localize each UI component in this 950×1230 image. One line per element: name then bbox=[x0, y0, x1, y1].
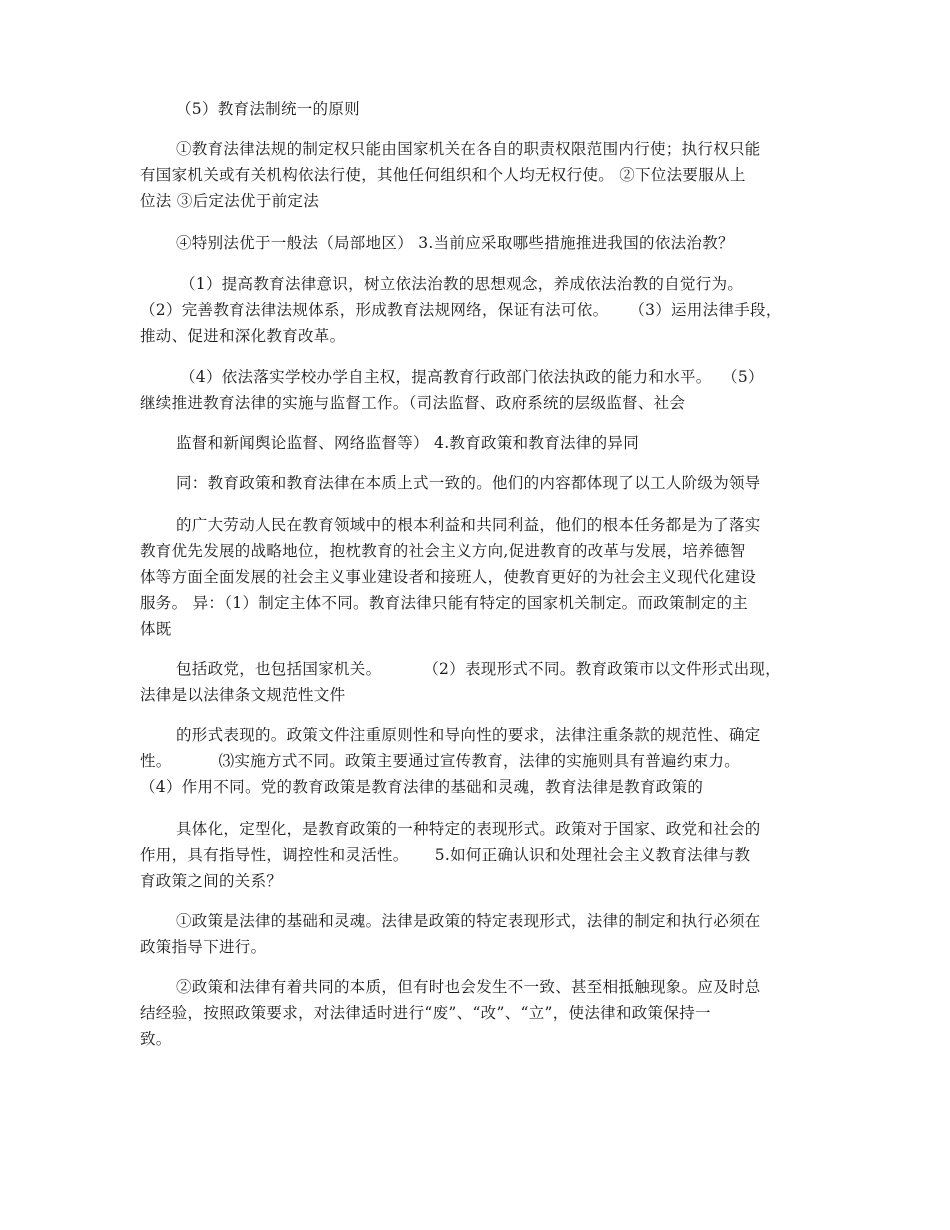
text-line: 具体化，定型化，是教育政策的一种特定的表现形式。政策对于国家、政党和社会的 bbox=[176, 820, 761, 838]
text-line: （5）教育法制统一的原则 bbox=[176, 100, 360, 118]
text-line: 作用，具有指导性，调控性和灵活性。 5.如何正确认识和处理社会主义教育法律与教 bbox=[140, 846, 751, 864]
text-line: （4）依法落实学校办学自主权，提高教育行政部门依法执政的能力和水平。 （5） bbox=[180, 368, 764, 386]
text-line: 同：教育政策和教育法律在本质上式一致的。他们的内容都体现了以工人阶级为领导 bbox=[176, 474, 761, 492]
text-line: ④特别法优于一般法（局部地区） 3.当前应采取哪些措施推进我国的依法治教？ bbox=[176, 234, 734, 252]
text-line: 育政策之间的关系？ bbox=[140, 872, 283, 890]
text-line: 继续推进教育法律的实施与监督工作。（司法监督、政府系统的层级监督、社会 bbox=[140, 394, 686, 412]
text-line: 推动、促进和深化教育改革。 bbox=[140, 327, 346, 345]
text-line: 性。 ⑶实施方式不同。政策主要通过宣传教育，法律的实施则具有普遍约束力。 bbox=[140, 752, 741, 770]
text-line: ①政策是法律的基础和灵魂。法律是政策的特定表现形式，法律的制定和执行必须在 bbox=[176, 912, 761, 930]
text-line: （4）作用不同。党的教育政策是教育法律的基础和灵魂，教育法律是教育政策的 bbox=[140, 778, 704, 796]
text-line: 包括政党，也包括国家机关。 （2）表现形式不同。教育政策市以文件形式出现， bbox=[176, 660, 781, 678]
text-line: 结经验，按照政策要求，对法律适时进行“废”、“改”、“立”，使法律和政策保持一 bbox=[140, 1004, 711, 1022]
text-line: （1）提高教育法律意识，树立依法治教的思想观念，养成依法治教的自觉行为。 bbox=[180, 275, 744, 293]
text-line: 监督和新闻舆论监督、网络监督等） 4.教育政策和教育法律的异同 bbox=[176, 434, 640, 452]
text-line: （2）完善教育法律法规体系，形成教育法规网络，保证有法可依。 （3）运用法律手段， bbox=[140, 301, 782, 319]
text-line: 的广大劳动人民在教育领域中的根本利益和共同利益，他们的根本任务都是为了落实 bbox=[176, 516, 761, 534]
text-line: 政策指导下进行。 bbox=[140, 938, 267, 956]
text-line: 教育优先发展的战略地位，抱枕教育的社会主义方向,促进教育的改革与发展，培养德智 bbox=[140, 542, 746, 560]
text-line: 位法 ③后定法优于前定法 bbox=[140, 192, 320, 210]
text-line: 的形式表现的。政策文件注重原则性和导向性的要求，法律注重条款的规范性、确定 bbox=[176, 726, 761, 744]
text-line: 有国家机关或有关机构依法行使，其他任何组织和个人均无权行使。 ②下位法要服从上 bbox=[140, 166, 746, 184]
text-line: 法律是以法律条文规范性文件 bbox=[140, 686, 346, 704]
text-line: 服务。 异：（1）制定主体不同。教育法律只能有特定的国家机关制定。而政策制定的主 bbox=[140, 594, 749, 612]
text-line: 致。 bbox=[140, 1030, 172, 1048]
text-line: 体既 bbox=[140, 620, 172, 638]
text-line: ①教育法律法规的制定权只能由国家机关在各自的职责权限范围内行使；执行权只能 bbox=[176, 140, 761, 158]
text-line: ②政策和法律有着共同的本质，但有时也会发生不一致、甚至相抵触现象。应及时总 bbox=[176, 978, 761, 996]
text-line: 体等方面全面发展的社会主义事业建设者和接班人，使教育更好的为社会主义现代化建设 bbox=[140, 568, 757, 586]
